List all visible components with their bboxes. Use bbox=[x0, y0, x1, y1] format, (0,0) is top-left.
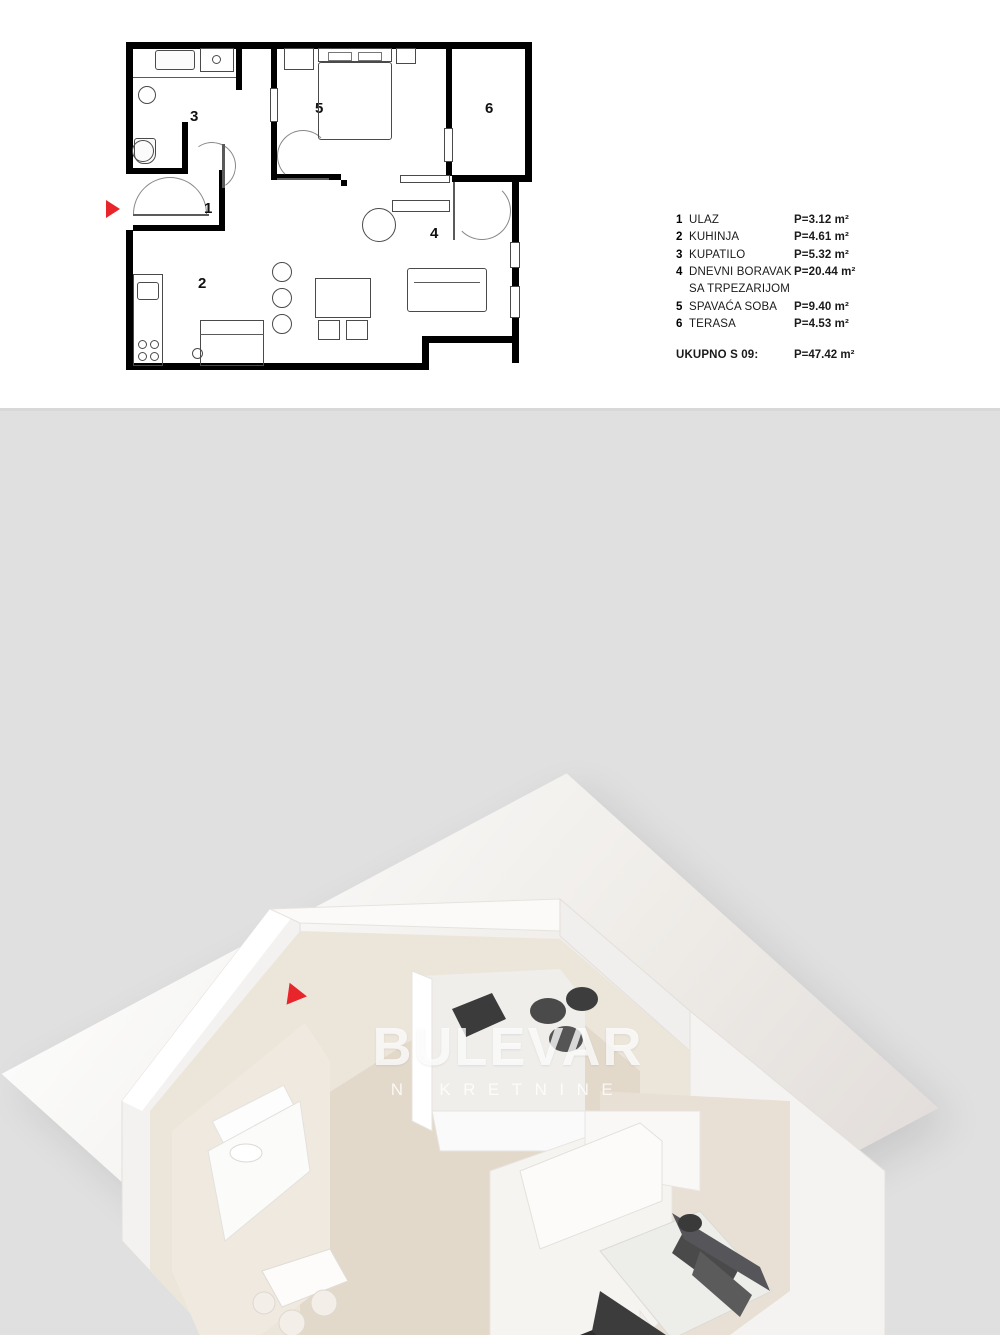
dining-chair-2-icon bbox=[346, 320, 368, 340]
hob-burner-3-icon bbox=[138, 352, 147, 361]
legend-room-name: KUHINJA bbox=[689, 231, 740, 244]
wall-bedroom-bottom-2 bbox=[341, 180, 347, 186]
kitchen-knob-icon bbox=[192, 348, 203, 359]
legend-row-4-cont bbox=[676, 281, 926, 297]
legend-room-name: SPAVAĆA SOBA bbox=[689, 300, 778, 313]
toilet-3d bbox=[566, 987, 598, 1011]
door-leaf-bedroom bbox=[277, 178, 329, 180]
legend-room-name: ULAZ bbox=[689, 214, 719, 226]
room-number-3: 3 bbox=[190, 108, 199, 125]
terrace-window-icon bbox=[444, 128, 453, 162]
hob-burner-4-icon bbox=[150, 352, 159, 361]
shower-head-icon bbox=[212, 55, 221, 64]
stool-1-icon bbox=[272, 262, 292, 282]
legend-row-3 bbox=[676, 247, 926, 263]
living-window-2-icon bbox=[510, 286, 520, 318]
room-number-6: 6 bbox=[485, 100, 494, 117]
legend-row-4 bbox=[676, 264, 926, 280]
bedroom-window-icon bbox=[270, 88, 278, 122]
dining-chair-1-icon bbox=[318, 320, 340, 340]
legend-room-area: P=3.12 m² bbox=[794, 214, 849, 226]
wall-left-lower bbox=[126, 230, 133, 370]
3d-walls-group bbox=[0, 411, 1000, 1335]
legend-room-name-cont: SA TRPEZARIJOM bbox=[689, 283, 790, 296]
legend-row-2 bbox=[676, 229, 926, 245]
wall-bottom-right bbox=[428, 336, 519, 343]
wall-bath-right bbox=[236, 42, 242, 90]
wall-bedroom-left-lower bbox=[271, 122, 277, 180]
tv-unit-icon bbox=[392, 200, 450, 212]
legend-total-area: P=47.42 m² bbox=[794, 349, 855, 362]
room-number-2: 2 bbox=[198, 275, 207, 292]
legend-row-6 bbox=[676, 316, 926, 332]
legend-index: 6 bbox=[676, 317, 683, 330]
door-leaf-bathroom bbox=[222, 144, 225, 188]
legend-index: 2 bbox=[676, 231, 683, 244]
washbasin-3d bbox=[549, 1026, 583, 1052]
tv-console-icon bbox=[400, 175, 450, 183]
nightstand-lamp-3d bbox=[678, 1214, 702, 1232]
legend-room-area: P=20.44 m² bbox=[794, 265, 856, 278]
kitchen-island-icon bbox=[200, 320, 264, 366]
legend-row-5 bbox=[676, 299, 926, 315]
wall-right-step bbox=[422, 336, 429, 370]
kitchen-sink-3d bbox=[230, 1144, 262, 1162]
dining-table-icon bbox=[315, 278, 371, 318]
legend-room-area: P=4.53 m² bbox=[794, 317, 849, 330]
bathtub-3d bbox=[530, 998, 566, 1024]
room-legend bbox=[676, 212, 926, 364]
bathtub-icon bbox=[155, 50, 195, 70]
wall-terrace-bottom bbox=[452, 175, 532, 182]
watermark-brand: BULEVAR bbox=[372, 1017, 644, 1077]
entrance-direction-marker bbox=[106, 200, 120, 218]
legend-room-name: TERASA bbox=[689, 317, 736, 330]
sink-icon bbox=[138, 86, 156, 104]
legend-room-area: P=9.40 m² bbox=[794, 300, 849, 313]
legend-room-name: KUPATILO bbox=[689, 248, 746, 261]
dining-chair-3d-2 bbox=[311, 1290, 337, 1316]
floor-plan-drawing bbox=[100, 30, 570, 380]
room-number-5: 5 bbox=[315, 100, 324, 117]
bath-wall-line bbox=[133, 77, 236, 78]
wall-bedroom-left bbox=[271, 42, 277, 88]
3d-render-section bbox=[0, 411, 1000, 1335]
legend-index: 3 bbox=[676, 248, 683, 261]
room-number-4: 4 bbox=[430, 225, 439, 242]
bed-pillow-line-1 bbox=[328, 52, 352, 61]
stool-2-icon bbox=[272, 288, 292, 308]
wall-bottom bbox=[126, 363, 428, 370]
legend-row-1 bbox=[676, 212, 926, 228]
door-leaf-entry bbox=[133, 214, 209, 216]
room-number-1: 1 bbox=[204, 200, 213, 217]
sofa-icon bbox=[407, 268, 487, 312]
nightstand-icon bbox=[396, 48, 416, 64]
wall-face-back bbox=[270, 899, 560, 931]
legend-index: 5 bbox=[676, 300, 683, 313]
kitchen-island-line bbox=[200, 334, 264, 335]
partition-bathroom-left bbox=[412, 971, 432, 1131]
terrace-railing-icon bbox=[452, 48, 526, 176]
entrance-direction-marker-3d bbox=[287, 983, 309, 1007]
door-leaf-terrace bbox=[453, 182, 455, 240]
dining-chair-3d-3 bbox=[253, 1292, 275, 1314]
wall-right-living bbox=[512, 182, 519, 242]
legend-index: 1 bbox=[676, 214, 683, 226]
door-swing-terrace bbox=[453, 182, 511, 240]
wall-bath-bottom bbox=[126, 168, 188, 174]
floor-plan-section bbox=[0, 0, 1000, 410]
living-window-icon bbox=[510, 242, 520, 268]
legend-room-area: P=5.32 m² bbox=[794, 248, 849, 261]
bed-pillow-line-2 bbox=[358, 52, 382, 61]
dining-chair-3d-1 bbox=[279, 1310, 305, 1335]
partition-bathroom-front bbox=[432, 1111, 585, 1151]
hob-burner-1-icon bbox=[138, 340, 147, 349]
legend-room-area: P=4.61 m² bbox=[794, 231, 849, 244]
legend-total-label: UKUPNO S 09: bbox=[676, 349, 759, 362]
kitchen-sink-icon bbox=[137, 282, 159, 300]
hob-burner-2-icon bbox=[150, 340, 159, 349]
bed-icon bbox=[318, 62, 392, 140]
stool-3-icon bbox=[272, 314, 292, 334]
wardrobe-icon bbox=[284, 48, 314, 70]
watermark-subtitle: NEKRETNINE bbox=[390, 1080, 626, 1099]
washing-machine-icon bbox=[132, 140, 154, 162]
legend-total-row bbox=[676, 347, 926, 363]
legend-room-name: DNEVNI BORAVAK bbox=[689, 265, 792, 278]
sofa-cushion-line bbox=[414, 282, 480, 283]
armchair-icon bbox=[362, 208, 396, 242]
wall-right-terrace bbox=[525, 42, 532, 182]
legend-index: 4 bbox=[676, 265, 683, 278]
